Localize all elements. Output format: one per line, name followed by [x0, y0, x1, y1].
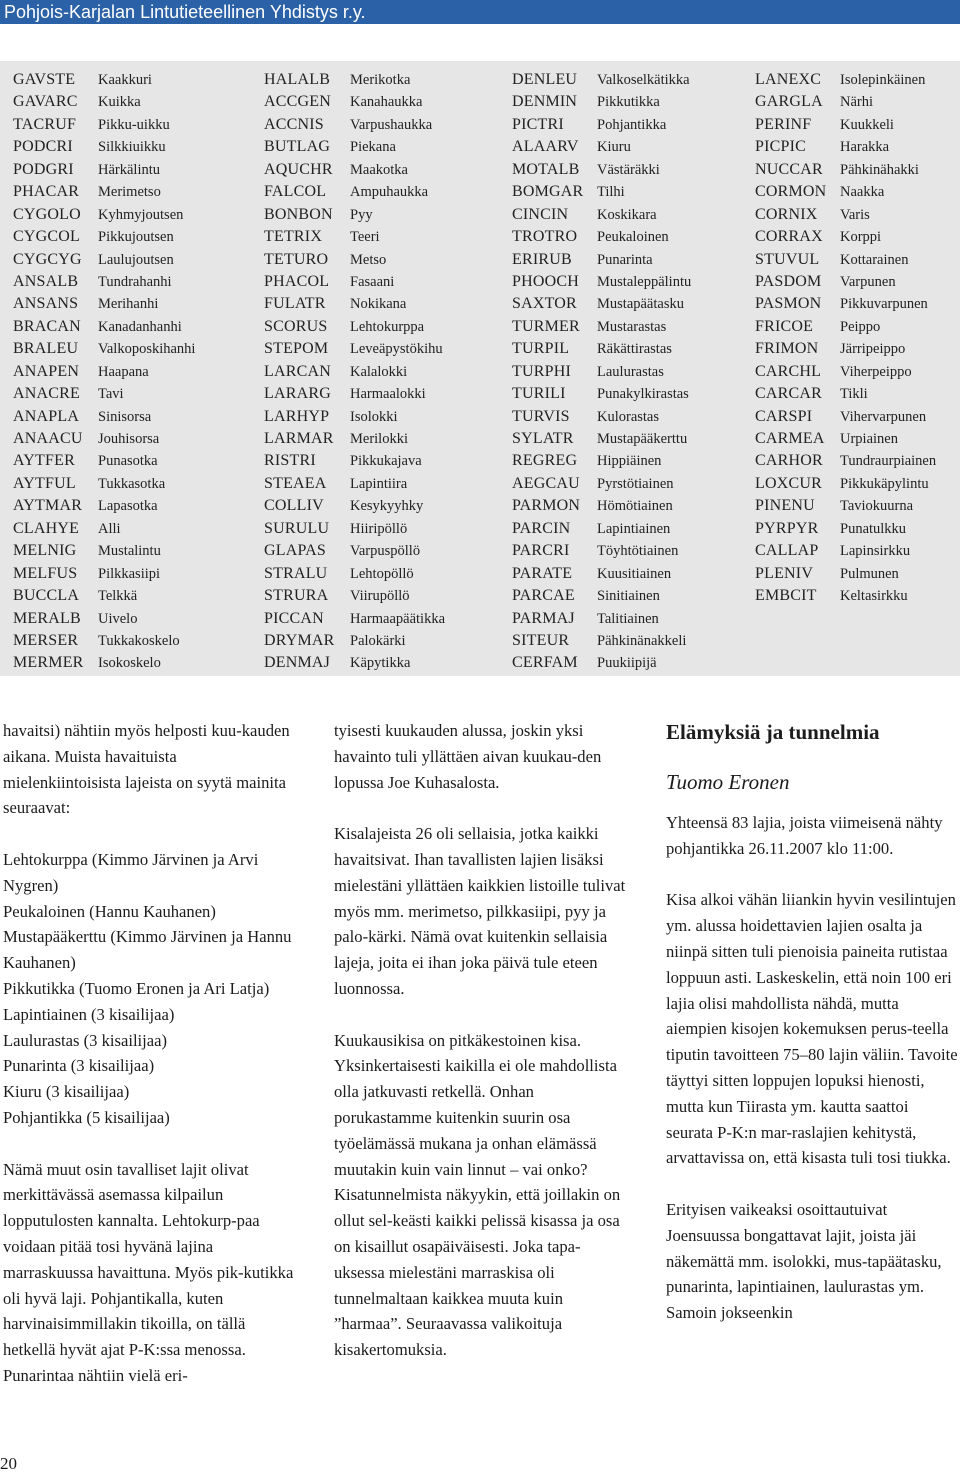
species-code: LARARG [264, 385, 331, 403]
species-name: Tukkakoskelo [98, 632, 180, 649]
species-code: RISTRI [264, 452, 316, 470]
closing-paragraph: Nämä muut osin tavalliset lajit olivat merkittävässä asemassa kilpailun lopputulosten kannalta. Lehtokurp-paa voidaan pitää tosi hyvänä lajina marraskuussa havaittuna. Myös pik-kutikka oli hyvä laji. Pohjantikalla, kuten harvinaisimmillakin tikoilla, on tällä hetkellä hyvät ajat P-K:ssa menossa. Punarintaa nähtiin vielä eri- [3, 1159, 294, 1385]
species-code: BUTLAG [264, 138, 331, 156]
species-name: Tilhi [597, 184, 625, 201]
species-code: PHACAR [13, 183, 80, 201]
species-code: STRURA [264, 587, 329, 605]
species-name: Tavi [98, 386, 124, 403]
species-name: Hiiripöllö [350, 520, 408, 537]
species-code: SCORUS [264, 317, 328, 335]
article-column-1 [3, 718, 295, 1389]
species-name: Alli [98, 520, 121, 537]
species-name: Punakylkirastas [597, 386, 689, 403]
species-name: Silkkiuikku [98, 139, 166, 156]
paragraph: Kisa alkoi vähän liiankin hyvin vesilintujen ym. alussa hoidettavien lajien osalta ja niinpä sitten tuli pienoisia paineita rutistaa loppuun asti. Laskeskelin, että noin 100 eri lajia olisi mahdollista nähdä, mutta aiempien kisojen kokemuksen perus-teella tiputin tavoitteen 75–80 lajin väliin. Tavoite täyttyi sitten loppujen lopuksi hienosti, mutta kun Tiirasta ym. kautta saattoi seurata P-K:n mar-raslajien kehitystä, arvattavissa on, että kisasta tuli tosi tiukka. [666, 890, 958, 1168]
species-code: MELNIG [13, 542, 77, 560]
species-code: LOXCUR [755, 474, 822, 492]
species-name: Sinitiainen [597, 588, 660, 605]
species-code: CORRAX [755, 228, 823, 246]
species-name: Tundrahanhi [98, 273, 172, 290]
species-code: MERALB [13, 609, 81, 627]
code-list [264, 69, 335, 675]
species-name: Nokikana [350, 296, 407, 313]
species-name: Laulurastas [597, 363, 664, 380]
species-name: Pohjantikka [597, 116, 667, 133]
species-code: AYTMAR [13, 497, 83, 515]
species-name: Kulorastas [597, 408, 660, 425]
species-name: Kuukkeli [840, 116, 894, 133]
species-name: Kaakkuri [98, 72, 152, 88]
code-list [13, 69, 84, 675]
species-name: Pähkinänakkeli [597, 632, 687, 649]
species-code: ANACRE [13, 385, 80, 403]
species-code: GLAPAS [264, 542, 326, 560]
species-code: BRACAN [13, 317, 81, 335]
species-code: CYGCOL [13, 228, 80, 246]
species-code: ALAARV [512, 138, 579, 156]
species-name: Laulujoutsen [98, 251, 174, 268]
header-title: Pohjois-Karjalan Lintutieteellinen Yhdistys r.y. [4, 2, 366, 22]
article-title: Elämyksiä ja tunnelmia [666, 720, 880, 744]
species-code: FRICOE [755, 317, 814, 335]
species-code: PYRPYR [755, 519, 819, 537]
species-code: ANAACU [13, 430, 83, 447]
species-code: DENMAJ [264, 654, 331, 672]
species-code: HALALB [264, 71, 331, 88]
species-name: Urpiainen [840, 431, 898, 447]
species-code: AEGCAU [512, 474, 580, 492]
species-name: Pikkutikka [597, 94, 660, 111]
species-code: FALCOL [264, 183, 327, 201]
species-code: ANAPLA [13, 407, 80, 425]
species-name: Ampuhaukka [350, 184, 429, 201]
species-name: Korppi [840, 229, 882, 246]
species-code: CORNIX [755, 205, 818, 223]
species-code: STEPOM [264, 340, 329, 358]
species-name: Närhi [840, 94, 874, 111]
list-item: Lehtokurppa (Kimmo Järvinen ja Arvi Nygren) [3, 849, 259, 895]
species-code: CORMON [755, 183, 827, 201]
species-name: Västäräkki [597, 161, 660, 178]
species-name: Lapasotka [98, 498, 158, 515]
name-list [350, 69, 445, 675]
species-code: CINCIN [512, 205, 569, 223]
species-code: BOMGAR [512, 183, 584, 201]
species-code: TURMER [512, 317, 580, 335]
species-code: ANSALB [13, 272, 79, 290]
species-code: PARMON [512, 497, 581, 515]
species-name: Töyhtötiainen [597, 543, 679, 560]
species-code: PHOOCH [512, 272, 579, 290]
species-code: PLENIV [755, 564, 814, 582]
species-name: Harmaapäätikka [350, 610, 446, 627]
species-name: Järripeippo [840, 341, 906, 358]
species-name: Varis [840, 206, 870, 223]
species-name: Pikkukäpylintu [840, 475, 929, 492]
list-item: Mustapääkerttu (Kimmo Järvinen ja Hannu Kauhanen) [3, 927, 292, 973]
species-name: Leveäpystökihu [350, 341, 443, 358]
species-name: Isokoskelo [98, 655, 161, 672]
species-code: LARCAN [264, 362, 331, 380]
species-name: Hömötiainen [597, 498, 673, 515]
species-name: Merimetso [98, 184, 161, 201]
species-code: DENMIN [512, 93, 578, 111]
species-code: CARCAR [755, 385, 822, 403]
page-header [0, 0, 960, 24]
species-name: Kuusitiainen [597, 565, 672, 582]
species-code: PARCRI [512, 542, 570, 560]
species-code: REGREG [512, 452, 578, 470]
species-name: Puukiipijä [597, 655, 657, 672]
paragraph: Kuukausikisa on pitkäkestoinen kisa. Yksinkertaisesti kaikilla ei ole mahdollista olla jatkuvasti retkellä. Onhan porukastamme kuitenkin suurin osa työelämässä mukana ja onhan elämässä muutakin kuin vain linnut – vai onko? Kisatunnelmista näkyykin, että joillakin on ollut sel-keästi kaikki pelissä kisassa ja osa on kisaillut osapäiväisesti. Joka tapa-uksessa mielestäni marraskisa oli tunnelmaltaan kaikkea muuta kuin ”harmaa”. Seuraavassa valikoituja kisakertomuksia. [334, 1030, 621, 1360]
species-name: Piekana [350, 139, 396, 156]
species-name: Fasaani [350, 273, 395, 290]
species-code: PODGRI [13, 160, 74, 178]
species-code: STRALU [264, 564, 328, 582]
species-code: COLLIV [264, 497, 324, 515]
species-code: LARHYP [264, 407, 330, 425]
species-code: LANEXC [755, 71, 822, 88]
species-name: Tukkasotka [98, 475, 166, 492]
species-code: TACRUF [13, 115, 77, 133]
species-code: TURPIL [512, 340, 570, 358]
species-name: Merilokki [350, 431, 408, 447]
intro-paragraph: havaitsi) nähtiin myös helposti kuu-kauden aikana. Muista havaituista mielenkiintoisista lajeista on syytä mainita seuraavat: [3, 721, 290, 818]
species-code: CYGOLO [13, 205, 81, 223]
species-code: EMBCIT [755, 587, 817, 605]
article-column-3 [666, 718, 958, 1326]
species-code: PASMON [755, 295, 822, 313]
species-code: NUCCAR [755, 160, 823, 178]
species-name: Lehtokurppa [350, 318, 425, 335]
species-code: CARSPI [755, 407, 813, 425]
species-code: BONBON [264, 205, 333, 223]
paragraph: Erityisen vaikeaksi osoittautuivat Joensuussa bongattavat lajit, joista jäi näkemättä mm. isolokki, mus-tapäätasku, punarinta, lapintiainen, laulurastas ym. Samoin jokseenkin [666, 1199, 942, 1323]
species-code: TETRIX [264, 228, 323, 246]
species-code: CALLAP [755, 542, 819, 560]
species-name: Punatulkku [840, 520, 907, 537]
species-code: BUCCLA [13, 587, 80, 605]
species-code: FULATR [264, 295, 326, 313]
list-item: Kiuru (3 kisailijaa) [3, 1082, 130, 1102]
species-code: SYLATR [512, 430, 574, 447]
species-name: Kanahaukka [350, 94, 423, 111]
species-code: ERIRUB [512, 250, 572, 268]
species-name: Uivelo [98, 610, 138, 627]
species-name: Pähkinähakki [840, 161, 919, 178]
species-name: Merikotka [350, 72, 411, 88]
species-name: Peippo [840, 318, 881, 335]
species-name: Pyy [350, 206, 373, 223]
species-name: Kalalokki [350, 363, 408, 380]
species-name: Hippiäinen [597, 453, 662, 470]
species-code: ANSANS [13, 295, 79, 313]
species-name: Isolepinkäinen [840, 72, 926, 88]
species-name: Pilkkasiipi [98, 565, 161, 582]
list-item: Punarinta (3 kisailijaa) [3, 1056, 155, 1076]
species-code: TURILI [512, 385, 566, 403]
species-name: Mustalintu [98, 543, 161, 560]
species-code: MELFUS [13, 564, 78, 582]
paragraph: tyisesti kuukauden alussa, joskin yksi havainto tuli yllättäen aivan kuukau-den lopussa Joe Kuhasalosta. [334, 721, 602, 792]
species-code: DRYMAR [264, 631, 335, 649]
article-column-2 [334, 718, 626, 1363]
species-code: CARHOR [755, 452, 823, 470]
species-name: Lapintiira [350, 475, 408, 492]
list-item: Pikkutikka (Tuomo Eronen ja Ari Latja) [3, 978, 270, 998]
species-name: Punarinta [597, 251, 653, 268]
species-name: Taviokuurna [840, 498, 914, 515]
species-name: Metso [350, 251, 387, 268]
species-code: PASDOM [755, 272, 822, 290]
species-name: Harmaalokki [350, 386, 426, 403]
species-name: Kuikka [98, 94, 141, 111]
species-name: Pikkuvarpunen [840, 296, 928, 313]
species-name: Pikkukajava [350, 453, 422, 470]
species-name: Telkkä [98, 588, 138, 605]
species-code: FRIMON [755, 340, 819, 358]
species-code: PODCRI [13, 138, 73, 156]
species-name: Tundraurpiainen [840, 453, 937, 470]
species-name: Varpushaukka [350, 116, 433, 133]
species-name: Teeri [350, 229, 380, 246]
species-name: Koskikara [597, 206, 657, 223]
species-name: Mustapääkerttu [597, 431, 688, 447]
species-code: SURULU [264, 519, 330, 537]
species-name: Mustarastas [597, 318, 667, 335]
species-code: GAVSTE [13, 71, 76, 88]
species-code: PARCIN [512, 519, 571, 537]
article-author: Tuomo Eronen [666, 770, 790, 794]
species-code: TURPHI [512, 362, 571, 380]
species-name: Kanadanhanhi [98, 318, 182, 335]
species-name: Talitiainen [597, 610, 659, 627]
species-name: Punasotka [98, 453, 158, 470]
species-code: CARMEA [755, 430, 825, 447]
name-list [597, 69, 691, 675]
species-name: Haapana [98, 363, 149, 380]
species-name: Varpuspöllö [350, 543, 421, 560]
species-name: Lehtopöllö [350, 565, 414, 582]
species-code: PICCAN [264, 609, 324, 627]
species-name: Lapinsirkku [840, 543, 911, 560]
species-code: PINENU [755, 497, 815, 515]
code-list [755, 69, 826, 608]
name-list [98, 69, 195, 675]
species-name: Kyhmyjoutsen [98, 206, 184, 223]
list-item: Pohjantikka (5 kisailijaa) [3, 1107, 170, 1127]
species-code: PARCAE [512, 587, 575, 605]
paragraph: Kisalajeista 26 oli sellaisia, jotka kaikki havaitsivat. Ihan tavallisten lajien lisäksi mielestäni yllättäen kaikkien listoille tulivat myös mm. merimetso, pilkkasiipi, pyy ja palo-kärki. Nämä ovat kuitenkin sellaisia lajeja, joita ei ihan joka päivä tule eteen luonnossa. [334, 824, 626, 998]
species-table [0, 61, 960, 676]
species-name: Jouhisorsa [98, 431, 160, 447]
species-code: MERSER [13, 631, 79, 649]
list-item: Peukaloinen (Hannu Kauhanen) [3, 901, 216, 921]
list-item: Laulurastas (3 kisailijaa) [3, 1030, 168, 1050]
species-name: Sinisorsa [98, 408, 152, 425]
species-code: LARMAR [264, 430, 334, 447]
code-list [512, 69, 583, 675]
species-name: Tikli [840, 386, 868, 403]
species-code: MERMER [13, 654, 84, 672]
species-code: PARMAJ [512, 609, 575, 627]
species-name: Pyrstötiainen [597, 475, 674, 492]
list-item: Lapintiainen (3 kisailijaa) [3, 1004, 175, 1024]
species-name: Isolokki [350, 408, 398, 425]
species-name: Vihervarpunen [840, 408, 927, 425]
species-name: Mustapäätasku [597, 296, 684, 313]
species-code: PARATE [512, 564, 573, 582]
species-code: PHACOL [264, 272, 330, 290]
species-name: Harakka [840, 139, 890, 156]
species-name: Peukaloinen [597, 229, 669, 246]
paragraph: Yhteensä 83 lajia, joista viimeisenä nähty pohjantikka 26.11.2007 klo 11:00. [666, 813, 943, 858]
species-code: CLAHYE [13, 519, 80, 537]
species-name: Keltasirkku [840, 588, 908, 605]
species-name: Kottarainen [840, 251, 909, 268]
species-code: AYTFUL [13, 474, 76, 492]
species-name: Kiuru [597, 139, 631, 156]
species-code: BRALEU [13, 340, 79, 358]
species-code: CARCHL [755, 362, 822, 380]
species-code: PERINF [755, 115, 812, 133]
species-name: Varpunen [840, 273, 896, 290]
species-name: Valkoposkihanhi [98, 341, 196, 358]
species-name: Palokärki [350, 632, 406, 649]
species-code: TURVIS [512, 407, 570, 425]
species-name: Lapintiainen [597, 520, 671, 537]
species-code: SAXTOR [512, 295, 577, 313]
species-code: MOTALB [512, 160, 580, 178]
species-code: STEAEA [264, 474, 327, 492]
name-list [840, 69, 936, 608]
species-name: Viirupöllö [350, 588, 410, 605]
species-name: Valkoselkätikka [597, 72, 690, 88]
species-name: Naakka [840, 184, 885, 201]
species-name: Kesykyyhky [350, 498, 424, 515]
species-code: GAVARC [13, 93, 78, 111]
species-name: Pikkujoutsen [98, 229, 174, 246]
species-name: Mustaleppälintu [597, 273, 692, 290]
species-code: SITEUR [512, 631, 570, 649]
page-number: 20 [0, 1454, 17, 1473]
species-code: CYGCYG [13, 250, 82, 268]
species-name: Pulmunen [840, 565, 899, 582]
species-code: AYTFER [13, 452, 75, 470]
species-name: Maakotka [350, 161, 408, 178]
species-code: ACCGEN [264, 93, 331, 111]
species-code: TETURO [264, 250, 329, 268]
species-name: Merihanhi [98, 296, 159, 313]
species-name: Viherpeippo [840, 363, 912, 380]
species-code: AQUCHR [264, 160, 333, 178]
species-code: GARGLA [755, 93, 823, 111]
species-code: PICTRI [512, 115, 564, 133]
species-code: PICPIC [755, 138, 806, 156]
species-code: ACCNIS [264, 115, 324, 133]
species-code: CERFAM [512, 654, 578, 672]
species-name: Käpytikka [350, 655, 411, 672]
species-code: DENLEU [512, 71, 578, 88]
species-name: Härkälintu [98, 161, 161, 178]
species-code: TROTRO [512, 228, 578, 246]
species-code: ANAPEN [13, 362, 80, 380]
species-name: Räkättirastas [597, 341, 672, 358]
species-name: Pikku-uikku [98, 116, 170, 133]
species-code: STUVUL [755, 250, 820, 268]
